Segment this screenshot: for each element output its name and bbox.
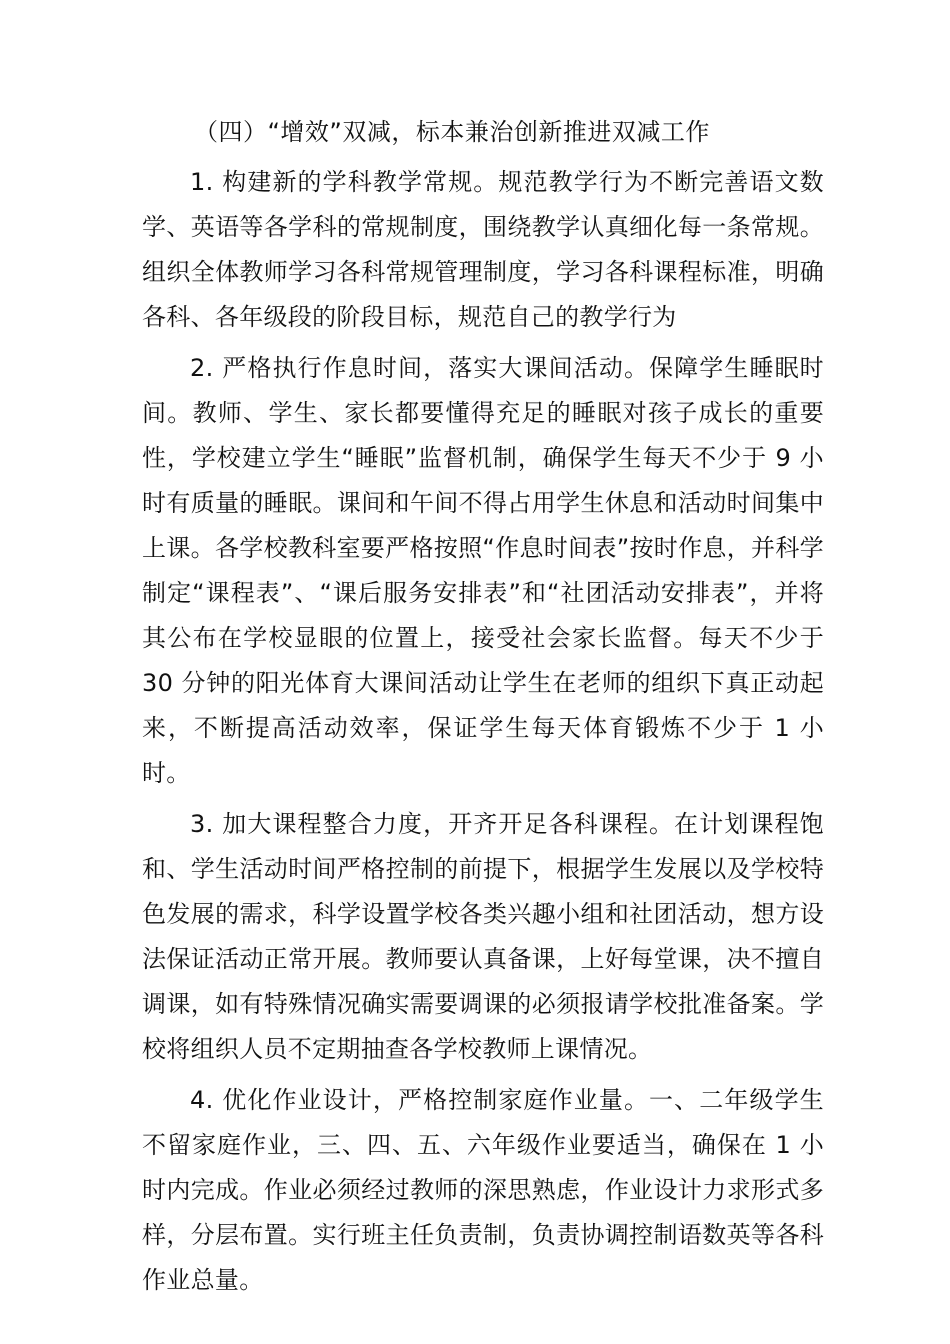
document-body	[142, 112, 824, 1309]
paragraph-2: 2. 严格执行作息时间，落实大课间活动。保障学生睡眠时间。教师、学生、家长都要懂得充足的睡眠对孩子成长的重要性，学校建立学生“睡眠”监督机制，确保学生每天不少于 9 小时有质量的睡眠。课间和午间不得占用学生休息和活动时间集中上课。各学校教科室要严格按照“作息时间表”按时作息，并科学制定“课程表”、“课后服务安排表”和“社团活动安排表”，并将其公布在学校显眼的位置上，接受社会家长监督。每天不少于 30 分钟的阳光体育大课间活动让学生在老师的组织下真正动起来，不断提高活动效率，保证学生每天体育锻炼不少于 1 小时。	[142, 354, 824, 787]
section-heading: （四）“增效”双减，标本兼治创新推进双减工作	[194, 118, 710, 146]
paragraph-4: 4. 优化作业设计，严格控制家庭作业量。一、二年级学生不留家庭作业，三、四、五、六年级作业要适当，确保在 1 小时内完成。作业必须经过教师的深思熟虑，作业设计力求形式多样，分层布置。实行班主任负责制，负责协调控制语数英等各科作业总量。	[142, 1086, 824, 1294]
paragraph-1: 1. 构建新的学科教学常规。规范教学行为不断完善语文数学、英语等各学科的常规制度，围绕教学认真细化每一条常规。组织全体教师学习各科常规管理制度，学习各科课程标准，明确各科、各年级段的阶段目标，规范自己的教学行为	[142, 168, 824, 331]
paragraph-3: 3. 加大课程整合力度，开齐开足各科课程。在计划课程饱和、学生活动时间严格控制的前提下，根据学生发展以及学校特色发展的需求，科学设置学校各类兴趣小组和社团活动，想方设法保证活动正常开展。教师要认真备课，上好每堂课，决不擅自调课，如有特殊情况确实需要调课的必须报请学校批准备案。学校将组织人员不定期抽查各学校教师上课情况。	[142, 810, 824, 1063]
